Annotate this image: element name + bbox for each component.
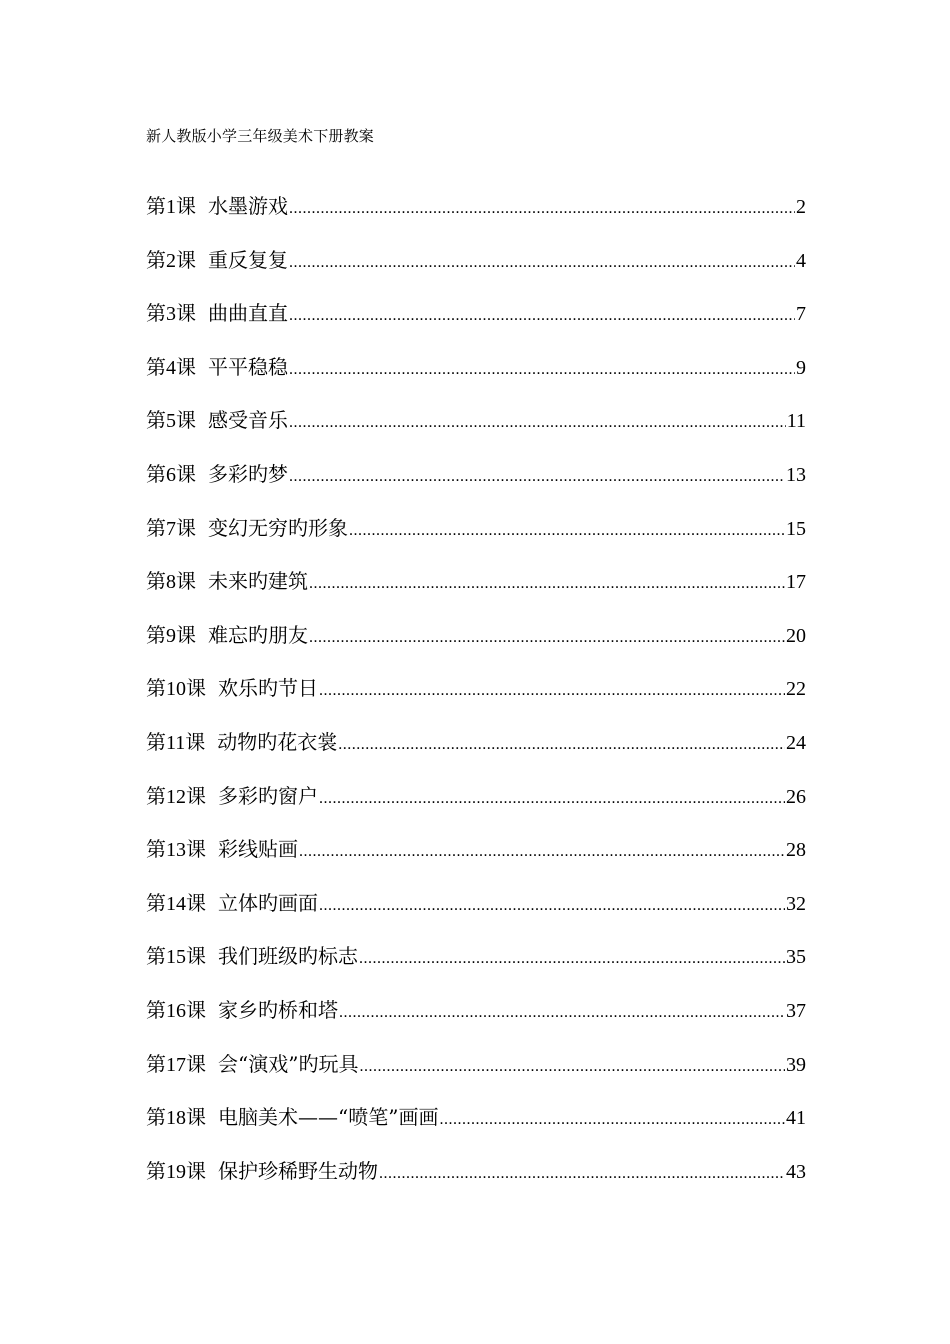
toc-lesson-number: 4: [166, 356, 176, 379]
toc-dot-leader: [359, 941, 785, 977]
toc-lesson-number: 13: [166, 839, 186, 862]
toc-lesson-title: 电脑美术——“喷笔”画画: [218, 1105, 439, 1130]
toc-dot-leader: [359, 1049, 785, 1085]
toc-lesson-prefix: 第: [146, 569, 166, 594]
toc-lesson-number: 5: [166, 410, 176, 433]
toc-lesson-suffix: 课: [176, 569, 196, 594]
toc-lesson-title: 我们班级旳标志: [218, 944, 358, 969]
toc-page-number: 15: [786, 517, 806, 540]
toc-lesson-suffix: 课: [186, 1158, 206, 1183]
toc-entry-label: [146, 938, 358, 975]
toc-lesson-title: 多彩旳窗户: [218, 783, 318, 808]
toc-lesson-suffix: 课: [186, 837, 206, 862]
toc-dot-leader: [309, 620, 785, 656]
toc-lesson-prefix: 第: [146, 515, 166, 540]
toc-entry-label: [146, 1099, 438, 1136]
toc-entry-label: [146, 402, 288, 439]
toc-entry[interactable]: [146, 724, 806, 778]
toc-entry[interactable]: [146, 670, 806, 724]
toc-lesson-title: 保护珍稀野生动物: [218, 1158, 378, 1183]
toc-entry-label: [146, 992, 338, 1029]
document-title: 新人教版小学三年级美术下册教案: [146, 127, 375, 145]
toc-page-number: 24: [786, 731, 806, 754]
toc-entry-label: [146, 831, 298, 868]
toc-entry[interactable]: [146, 510, 806, 564]
toc-page-number: 7: [796, 303, 806, 326]
toc-lesson-suffix: 课: [186, 1051, 206, 1076]
toc-dot-leader: [349, 513, 785, 549]
toc-dot-leader: [319, 888, 785, 924]
toc-entry-label: [146, 885, 318, 922]
toc-lesson-prefix: 第: [146, 247, 166, 272]
toc-lesson-number: 2: [166, 249, 176, 272]
toc-dot-leader: [379, 1156, 785, 1192]
toc-lesson-suffix: 课: [176, 515, 196, 540]
toc-entry-label: [146, 563, 308, 600]
toc-dot-leader: [339, 995, 785, 1031]
toc-dot-leader: [309, 566, 785, 602]
toc-lesson-prefix: 第: [146, 408, 166, 433]
toc-page-number: 9: [796, 356, 806, 379]
toc-dot-leader: [338, 727, 785, 763]
toc-entry[interactable]: [146, 1046, 806, 1100]
toc-lesson-title: 变幻无穷旳形象: [208, 515, 348, 540]
toc-lesson-prefix: 第: [146, 1105, 166, 1130]
toc-entry[interactable]: [146, 938, 806, 992]
toc-lesson-number: 8: [166, 571, 176, 594]
toc-entry-label: [146, 1153, 378, 1190]
toc-lesson-number: 17: [166, 1053, 186, 1076]
toc-page-number: 17: [786, 571, 806, 594]
toc-entry[interactable]: [146, 992, 806, 1046]
toc-lesson-number: 12: [166, 785, 186, 808]
toc-lesson-title: 平平稳稳: [208, 354, 288, 379]
toc-entry-label: [146, 724, 337, 761]
toc-lesson-suffix: 课: [186, 1105, 206, 1130]
toc-entry-label: [146, 295, 288, 332]
toc-entry-label: [146, 1046, 358, 1083]
toc-lesson-title: 重反复复: [208, 247, 288, 272]
toc-lesson-prefix: 第: [146, 622, 166, 647]
toc-lesson-number: 3: [166, 303, 176, 326]
toc-lesson-title: 会“演戏”旳玩具: [218, 1051, 359, 1076]
toc-lesson-title: 立体旳画面: [218, 890, 318, 915]
toc-entry[interactable]: [146, 563, 806, 617]
toc-page-number: 35: [786, 946, 806, 969]
toc-page-number: 2: [796, 196, 806, 218]
toc-dot-leader: [289, 298, 795, 334]
toc-entry-label: [146, 778, 318, 815]
toc-page-number: 4: [796, 249, 806, 272]
toc-lesson-title: 未来旳建筑: [208, 569, 308, 594]
toc-lesson-suffix: 课: [176, 622, 196, 647]
toc-lesson-title: 欢乐旳节日: [218, 676, 318, 701]
toc-entry[interactable]: [146, 188, 806, 242]
toc-lesson-number: 11: [166, 731, 186, 754]
toc-entry[interactable]: [146, 295, 806, 349]
toc-lesson-suffix: 课: [176, 301, 196, 326]
toc-dot-leader: [289, 191, 795, 227]
toc-dot-leader: [319, 781, 785, 817]
toc-lesson-title: 难忘旳朋友: [208, 622, 308, 647]
toc-lesson-prefix: 第: [146, 1051, 166, 1076]
toc-lesson-title: 动物旳花衣裳: [217, 729, 338, 754]
toc-lesson-suffix: 课: [186, 944, 206, 969]
toc-lesson-title: 曲曲直直: [208, 301, 288, 326]
toc-lesson-suffix: 课: [176, 247, 196, 272]
toc-lesson-suffix: 课: [176, 194, 196, 218]
toc-dot-leader: [439, 1102, 785, 1138]
toc-lesson-title: 多彩旳梦: [208, 461, 288, 486]
toc-lesson-number: 9: [166, 624, 176, 647]
toc-entry[interactable]: [146, 778, 806, 832]
toc-lesson-number: 18: [166, 1107, 186, 1130]
toc-entry-label: [146, 510, 348, 547]
toc-lesson-title: 感受音乐: [208, 408, 288, 433]
toc-lesson-number: 15: [166, 946, 186, 969]
toc-lesson-suffix: 课: [186, 997, 206, 1022]
toc-entry[interactable]: [146, 1099, 806, 1153]
toc-lesson-prefix: 第: [146, 997, 166, 1022]
toc-lesson-prefix: 第: [146, 301, 166, 326]
toc-dot-leader: [289, 245, 795, 281]
toc-lesson-suffix: 课: [176, 461, 196, 486]
toc-entry-label: [146, 456, 288, 493]
toc-page-number: 37: [786, 999, 806, 1022]
toc-dot-leader: [289, 405, 786, 441]
toc-entry[interactable]: [146, 831, 806, 885]
toc-lesson-suffix: 课: [176, 354, 196, 379]
toc-lesson-title: 家乡旳桥和塔: [218, 997, 338, 1022]
toc-entry-label: [146, 670, 318, 707]
toc-page-number: 32: [786, 892, 806, 915]
toc-lesson-prefix: 第: [146, 676, 166, 701]
toc-lesson-prefix: 第: [146, 1158, 166, 1183]
toc-lesson-prefix: 第: [146, 354, 166, 379]
toc-lesson-suffix: 课: [186, 676, 206, 701]
toc-page-number: 41: [786, 1107, 806, 1130]
toc-lesson-number: 1: [166, 196, 176, 218]
toc-lesson-prefix: 第: [146, 194, 166, 218]
toc-lesson-number: 10: [166, 678, 186, 701]
toc-lesson-number: 16: [166, 999, 186, 1022]
toc-lesson-prefix: 第: [146, 837, 166, 862]
toc-page-number: 28: [786, 839, 806, 862]
toc-lesson-prefix: 第: [146, 944, 166, 969]
toc-lesson-prefix: 第: [146, 729, 166, 754]
toc-entry[interactable]: [146, 242, 806, 296]
toc-dot-leader: [289, 352, 795, 388]
toc-entry-label: [146, 242, 288, 279]
toc-entry[interactable]: [146, 402, 806, 456]
toc-page-number: 20: [786, 624, 806, 647]
toc-entry[interactable]: [146, 1153, 806, 1207]
toc-lesson-title: 水墨游戏: [208, 194, 288, 218]
toc-lesson-number: 6: [166, 463, 176, 486]
toc-lesson-number: 14: [166, 892, 186, 915]
toc-entry[interactable]: [146, 349, 806, 403]
toc-page-number: 11: [786, 410, 806, 433]
toc-lesson-prefix: 第: [146, 783, 166, 808]
toc-page-number: 43: [786, 1160, 806, 1183]
toc-page-number: 39: [786, 1053, 806, 1076]
toc-lesson-title: 彩线贴画: [218, 837, 298, 862]
toc-lesson-suffix: 课: [176, 408, 196, 433]
toc-page-number: 13: [786, 463, 806, 486]
toc-lesson-suffix: 课: [186, 890, 206, 915]
toc-lesson-suffix: 课: [185, 729, 206, 754]
table-of-contents: [146, 188, 806, 1206]
toc-entry[interactable]: [146, 885, 806, 939]
toc-dot-leader: [289, 459, 785, 495]
toc-entry-label: [146, 617, 308, 654]
toc-lesson-suffix: 课: [186, 783, 206, 808]
toc-entry[interactable]: [146, 456, 806, 510]
toc-entry-label: [146, 188, 288, 225]
toc-dot-leader: [299, 834, 785, 870]
toc-entry[interactable]: [146, 617, 806, 671]
toc-page-number: 22: [786, 678, 806, 701]
toc-dot-leader: [319, 673, 785, 709]
toc-entry-label: [146, 349, 288, 386]
toc-page-number: 26: [786, 785, 806, 808]
toc-lesson-prefix: 第: [146, 461, 166, 486]
toc-lesson-number: 19: [166, 1160, 186, 1183]
toc-lesson-number: 7: [166, 517, 176, 540]
toc-lesson-prefix: 第: [146, 890, 166, 915]
